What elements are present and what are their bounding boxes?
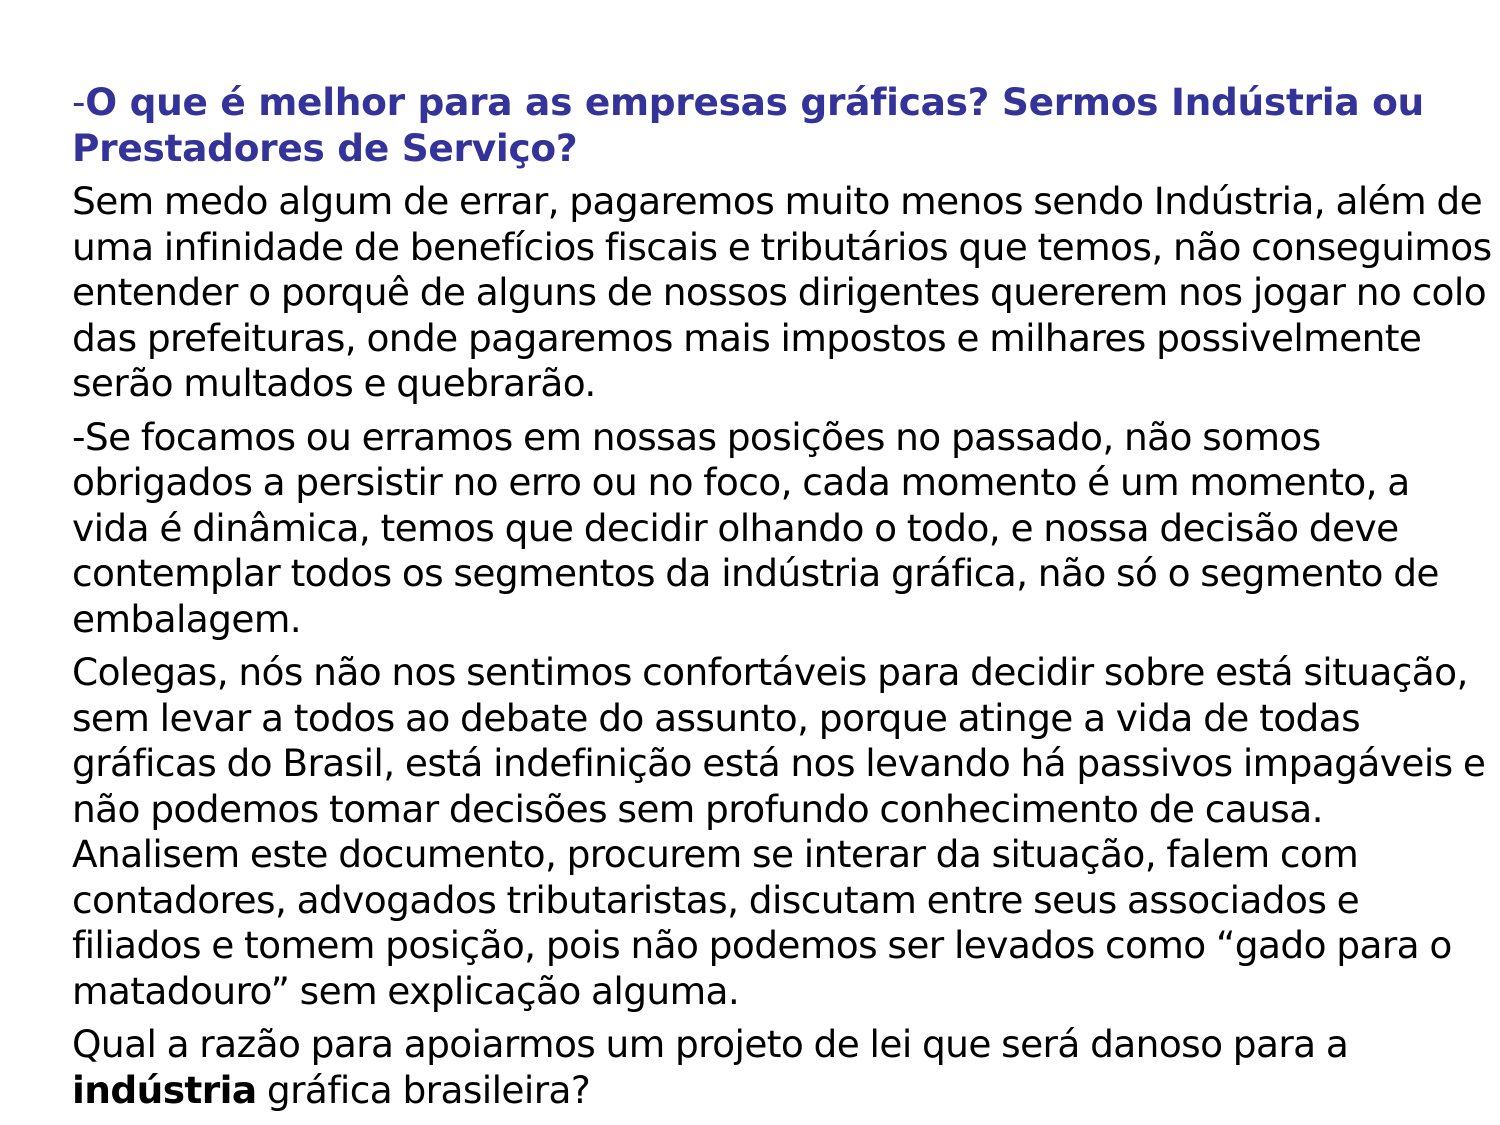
- paragraph-colegas: Colegas, nós não nos sentimos confortáveis para decidir sobre está situação, sem levar a todos ao debate do assunto, porque atinge a vida de todas gráficas do Brasil, está indefinição está nos levando há passivos impagáveis e não podemos tomar decisões sem profundo conhecimento de causa. Analisem este documento, procurem se interar da situação, falem com contadores, advogados tributaristas, discutam entre seus associados e filiados e tomem posição, pois não podemos ser levados como “gado para o matadouro” sem explicação alguma.: [72, 650, 1486, 1013]
- title-text: O que é melhor para as empresas gráficas? Sermos Indústria ou Prestadores de Serviço?: [72, 80, 1424, 170]
- paragraph-industria: Sem medo algum de errar, pagaremos muito menos sendo Indústria, além de uma infinidade de benefícios fiscais e tributários que temos, não conseguimos entender o porquê de alguns de nossos dirigentes quererem nos jogar no colo das prefeituras, onde pagaremos mais impostos e milhares possivelmente serão multados e quebrarão.: [72, 179, 1492, 405]
- slide-content: [72, 80, 1492, 1121]
- final-question-before: Qual a razão para apoiarmos um projeto de lei que será danoso para a: [72, 1022, 1349, 1066]
- final-question-bold: indústria: [72, 1067, 257, 1112]
- slide-title: [72, 80, 1492, 171]
- paragraph-posicoes: -Se focamos ou erramos em nossas posições no passado, não somos obrigados a persistir no erro ou no foco, cada momento é um momento, a vida é dinâmica, temos que decidir olhando o todo, e nossa decisão deve contemplar todos os segmentos da indústria gráfica, não só o segmento de embalagem.: [72, 414, 1439, 641]
- final-question-after: gráfica brasileira?: [256, 1067, 591, 1112]
- final-question: [72, 1022, 1492, 1113]
- title-dash: -: [72, 80, 86, 124]
